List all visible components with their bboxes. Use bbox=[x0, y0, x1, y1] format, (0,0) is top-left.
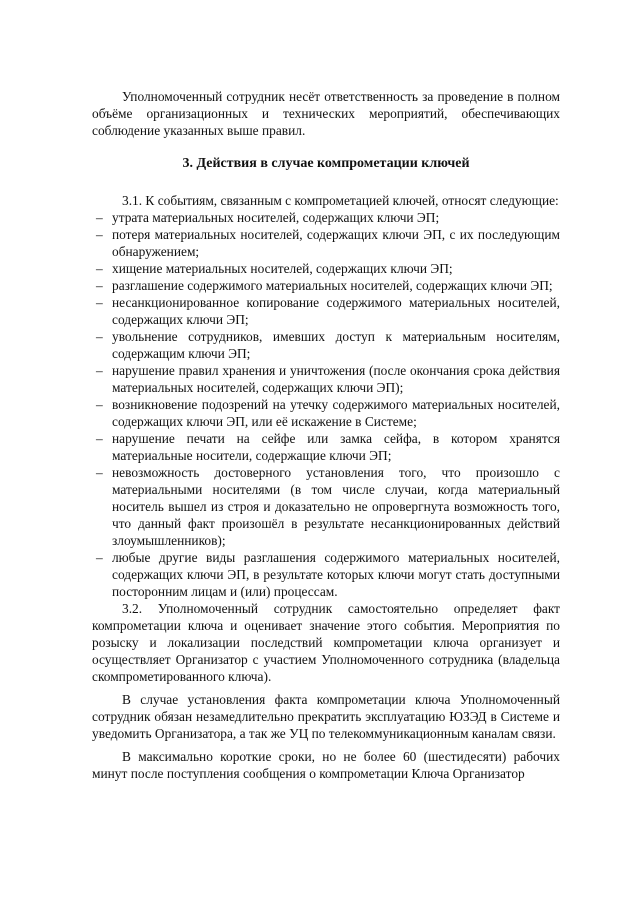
list-item: – любые другие виды разглашения содержимого материальных носителей, содержащих ключи ЭП, в результате которых ключи могут стать доступными посторонним лицам и (или) процессам. bbox=[92, 549, 560, 600]
list-item: – разглашение содержимого материальных носителей, содержащих ключи ЭП; bbox=[92, 277, 560, 294]
list-item: – утрата материальных носителей, содержащих ключи ЭП; bbox=[92, 209, 560, 226]
paragraph-deadline: В максимально короткие сроки, но не более 60 (шестидесяти) рабочих минут после поступления сообщения о компрометации Ключа Организатор bbox=[92, 749, 560, 781]
paragraph-notify: В случае установления факта компрометации ключа Уполномоченный сотрудник обязан незамедлительно прекратить эксплуатацию ЮЗЭД в Системе и уведомить Организатора, а так же УЦ по телекоммуникационным каналам связи. bbox=[92, 692, 560, 741]
list-item: – потеря материальных носителей, содержащих ключи ЭП, с их последующим обнаружением; bbox=[92, 226, 560, 260]
list-item: – хищение материальных носителей, содержащих ключи ЭП; bbox=[92, 260, 560, 277]
list-item: – несанкционированное копирование содержимого материальных носителей, содержащих ключи ЭП; bbox=[92, 294, 560, 328]
intro-paragraph: Уполномоченный сотрудник несёт ответственность за проведение в полном объёме организационных и технических мероприятий, обеспечивающих соблюдение указанных выше правил. bbox=[92, 89, 560, 138]
clause-3-2: 3.2. Уполномоченный сотрудник самостоятельно определяет факт компрометации ключа и оценивает значение этого события. Мероприятия по розыску и локализации последствий компрометации ключа организует и осуществляет Организатор с участием Уполномоченного сотрудника (владельца скомпрометированного ключа). bbox=[92, 601, 560, 684]
list-item: – возникновение подозрений на утечку содержимого материальных носителей, содержащих ключи ЭП, или её искажение в Системе; bbox=[92, 396, 560, 430]
list-item: – невозможность достоверного установления того, что произошло с материальными носителями (в том числе случаи, когда материальный носитель вышел из строя и доказательно не опровергнута возможность того, что данный факт произошёл в результате несанкционированных действий злоумышленников); bbox=[92, 464, 560, 549]
list-item: – увольнение сотрудников, имевших доступ к материальным носителям, содержащим ключи ЭП; bbox=[92, 328, 560, 362]
list-item: – нарушение печати на сейфе или замка сейфа, в котором хранятся материальные носители, содержащие ключи ЭП; bbox=[92, 430, 560, 464]
section-heading: 3. Действия в случае компрометации ключей bbox=[182, 156, 470, 171]
document-body bbox=[92, 88, 560, 782]
clause-3-1-intro: 3.1. К событиям, связанным с компрометацией ключей, относят следующие: bbox=[122, 193, 559, 208]
list-item: – нарушение правил хранения и уничтожения (после окончания срока действия материальных носителей, содержащих ключи ЭП); bbox=[92, 362, 560, 396]
compromise-events-list bbox=[92, 209, 560, 600]
